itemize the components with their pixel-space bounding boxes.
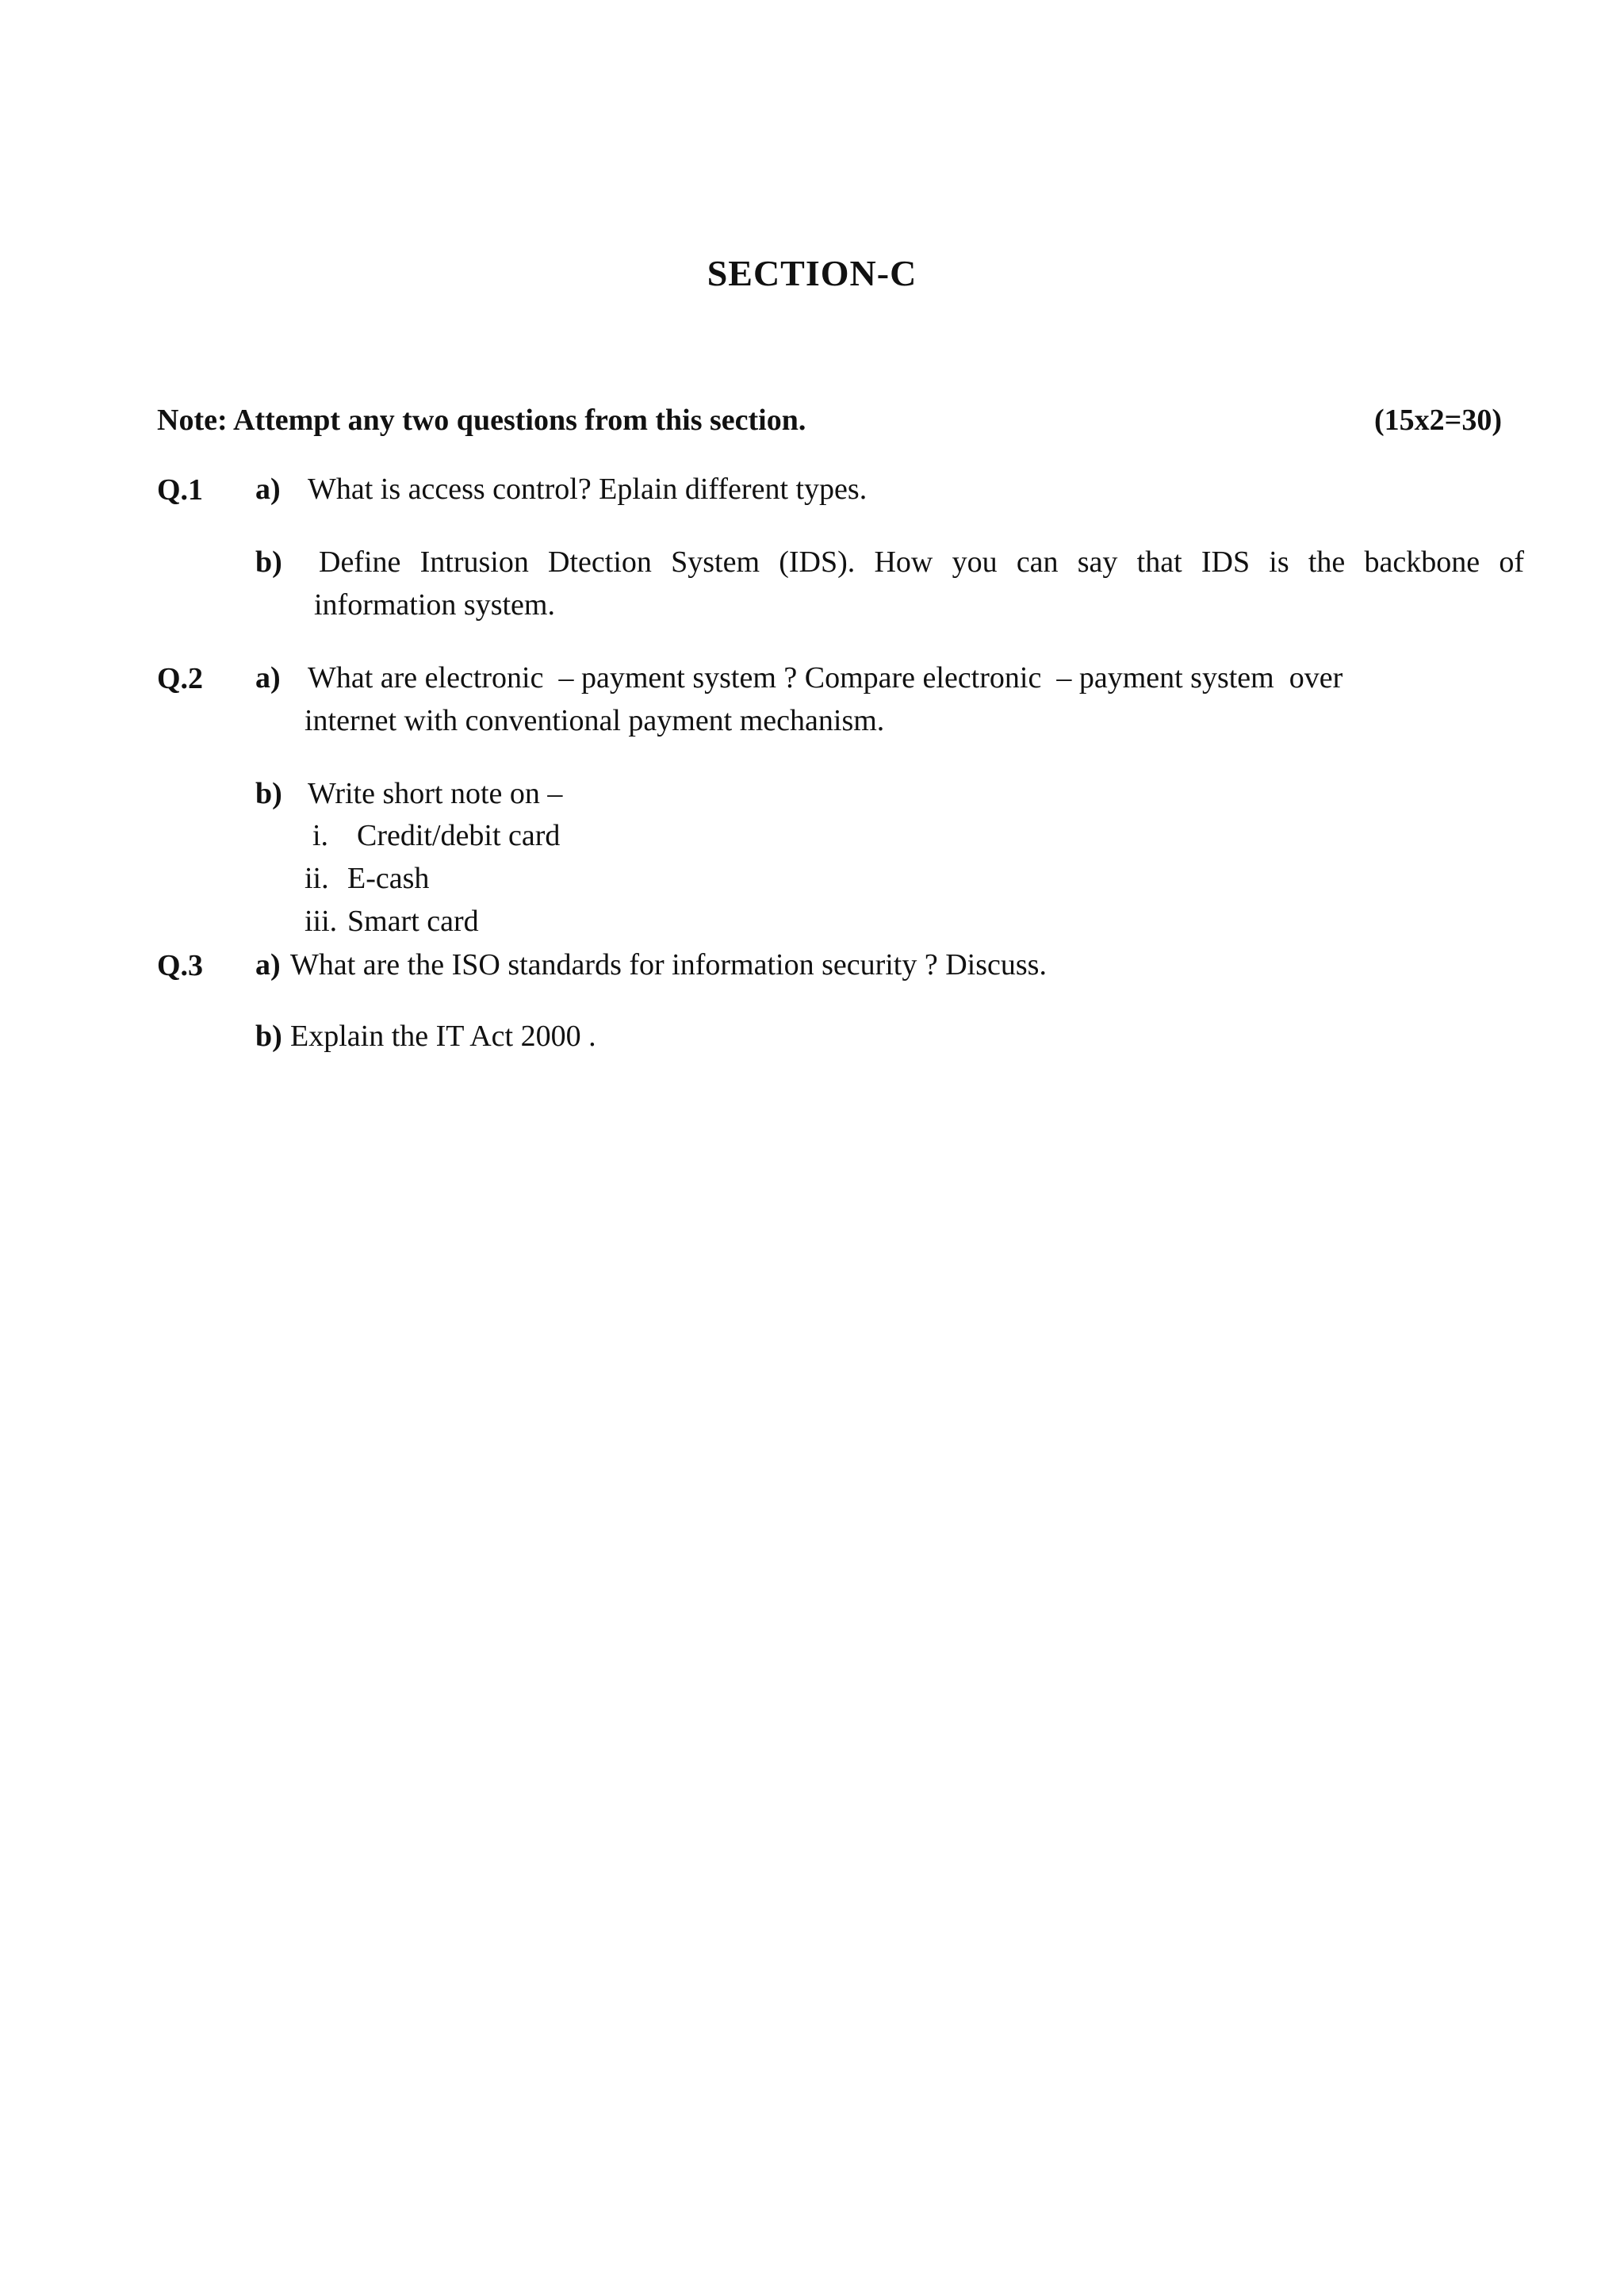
part-label: b) xyxy=(255,545,282,579)
instruction-note: Note: Attempt any two questions from this section. xyxy=(157,404,806,437)
q1-part-a xyxy=(255,468,1524,511)
question-number-2: Q.2 xyxy=(157,662,204,695)
part-label: a) xyxy=(255,473,281,506)
list-item-number: iii. xyxy=(304,905,338,938)
part-label: a) xyxy=(255,948,281,982)
question-number-1: Q.1 xyxy=(157,473,204,507)
part-text-line-2: internet with conventional payment mechanism. xyxy=(304,704,885,737)
part-label: b) xyxy=(255,777,282,810)
q1-part-b xyxy=(255,541,1524,626)
part-text-line-2: information system. xyxy=(314,588,555,622)
part-text: What is access control? Eplain different types. xyxy=(308,473,868,506)
part-label: a) xyxy=(255,661,281,695)
q2-part-b xyxy=(255,772,1365,815)
part-text-line-1: What are electronic – payment system ? Compare electronic – payment system over xyxy=(308,661,1343,695)
marks-allocation: (15x2=30) xyxy=(1374,404,1502,437)
question-number-3: Q.3 xyxy=(157,949,204,982)
q3-part-b xyxy=(255,1015,1365,1058)
list-item-text: Credit/debit card xyxy=(357,819,561,852)
q3-part-a xyxy=(255,943,1365,986)
part-text: What are the ISO standards for information security ? Discuss. xyxy=(290,948,1047,982)
list-item-text: Smart card xyxy=(347,905,479,938)
list-item-text: E-cash xyxy=(347,862,430,895)
part-text: Explain the IT Act 2000 . xyxy=(290,1020,596,1053)
part-text-line-1: Define Intrusion Dtection System (IDS). How you can say that IDS is the backbone of xyxy=(319,545,1524,579)
part-text: Write short note on – xyxy=(308,777,563,810)
list-item xyxy=(304,904,479,939)
list-item xyxy=(312,818,560,853)
section-title: SECTION-C xyxy=(707,253,917,293)
list-item xyxy=(304,861,429,896)
list-item-number: i. xyxy=(312,819,329,852)
part-label: b) xyxy=(255,1020,282,1053)
q2-part-a xyxy=(255,656,1429,742)
list-item-number: ii. xyxy=(304,862,329,895)
